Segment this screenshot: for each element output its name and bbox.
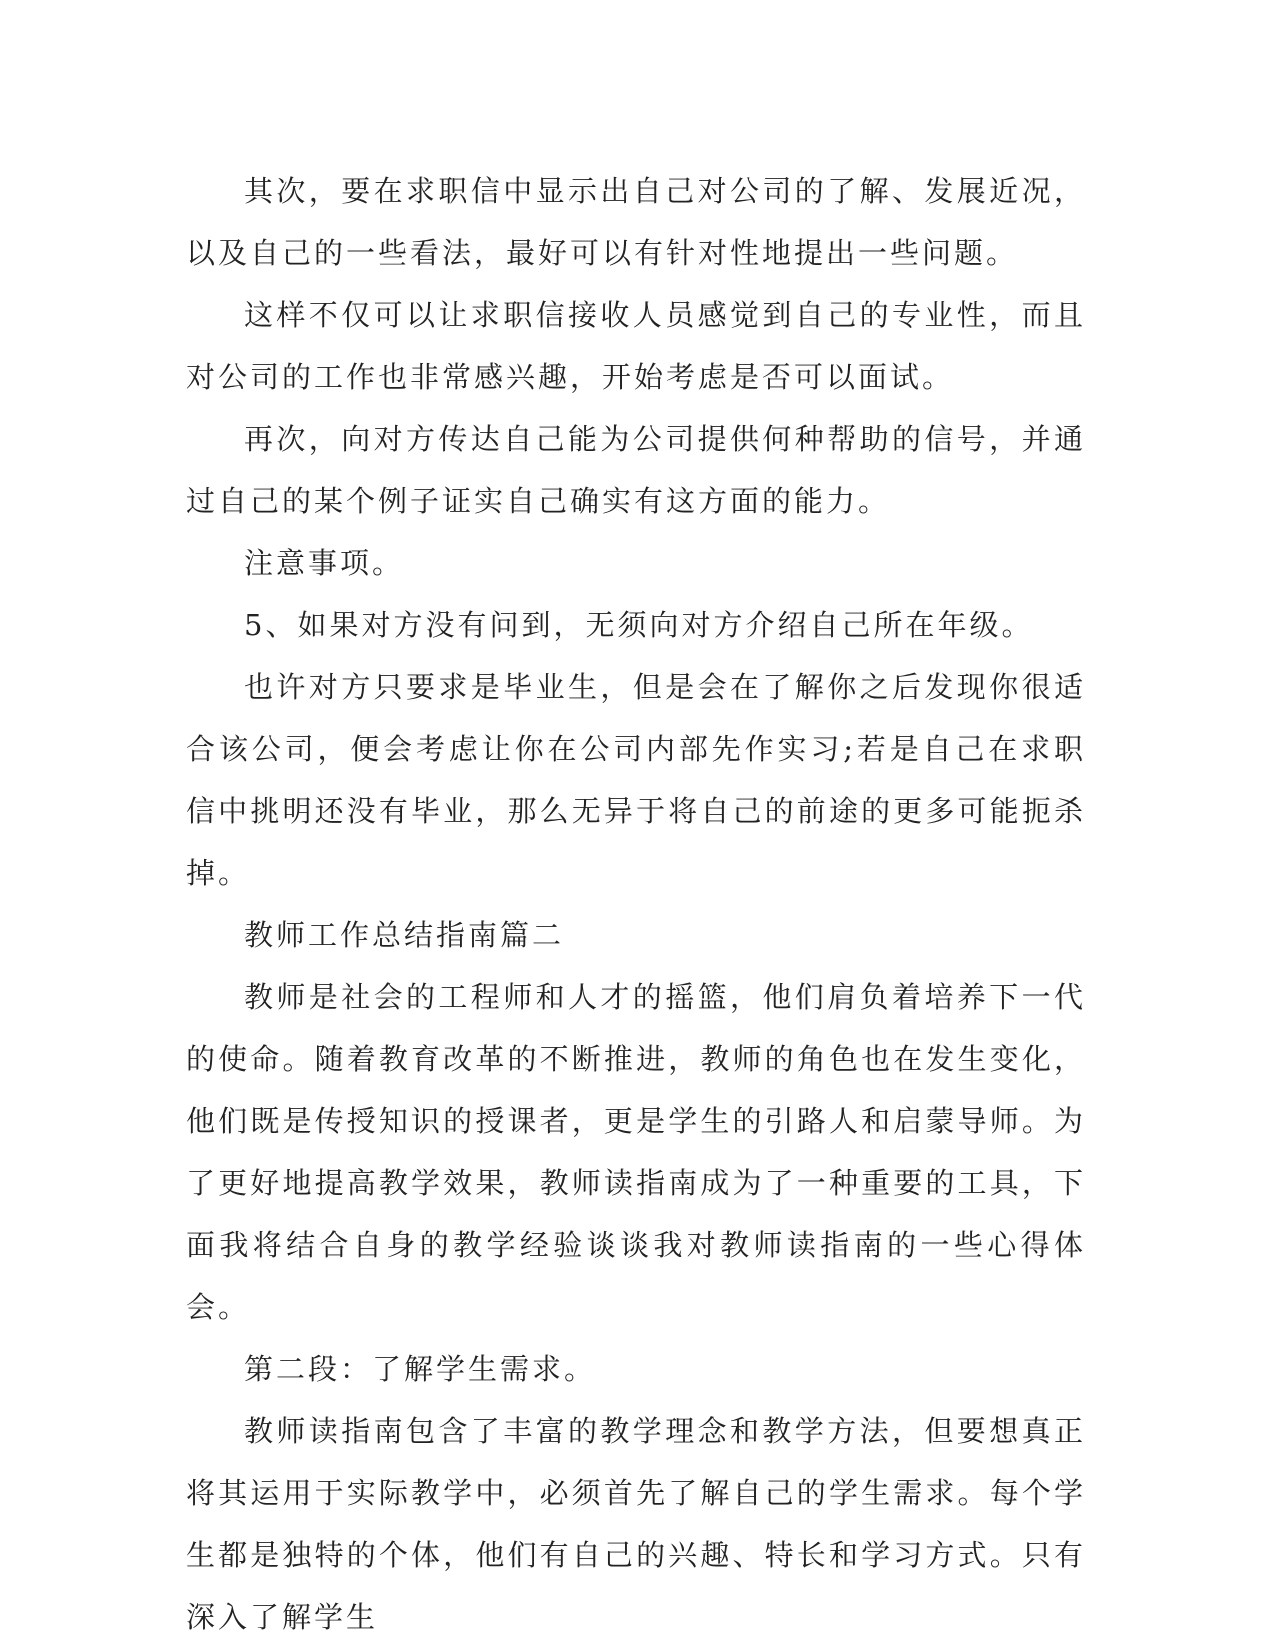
- paragraph-8: 教师是社会的工程师和人才的摇篮，他们肩负着培养下一代的使命。随着教育改革的不断推进，教师的角色也在发生变化，他们既是传授知识的授课者，更是学生的引路人和启蒙导师。为了更好地提高教学效果，教师读指南成为了一种重要的工具，下面我将结合自身的教学经验谈谈我对教师读指南的一些心得体会。: [186, 980, 1086, 1324]
- paragraph-2: 这样不仅可以让求职信接收人员感觉到自己的专业性，而且对公司的工作也非常感兴趣，开始考虑是否可以面试。: [186, 298, 1086, 394]
- paragraph-10: 教师读指南包含了丰富的教学理念和教学方法，但要想真正将其运用于实际教学中，必须首先了解自己的学生需求。每个学生都是独特的个体，他们有自己的兴趣、特长和学习方式。只有深入了解学生: [186, 1414, 1086, 1634]
- paragraph-4-heading: 注意事项。: [244, 546, 405, 580]
- paragraph-5: 5、如果对方没有问到，无须向对方介绍自己所在年级。: [244, 608, 1034, 642]
- document-body: [186, 160, 1086, 1648]
- paragraph-6: 也许对方只要求是毕业生，但是会在了解你之后发现你很适合该公司，便会考虑让你在公司内部先作实习;若是自己在求职信中挑明还没有毕业，那么无异于将自己的前途的更多可能扼杀掉。: [186, 670, 1086, 890]
- paragraph-1: 其次，要在求职信中显示出自己对公司的了解、发展近况，以及自己的一些看法，最好可以有针对性地提出一些问题。: [186, 174, 1086, 270]
- paragraph-3: 再次，向对方传达自己能为公司提供何种帮助的信号，并通过自己的某个例子证实自己确实有这方面的能力。: [186, 422, 1086, 518]
- section-title: 教师工作总结指南篇二: [244, 918, 565, 952]
- paragraph-9-heading: 第二段：了解学生需求。: [244, 1352, 597, 1386]
